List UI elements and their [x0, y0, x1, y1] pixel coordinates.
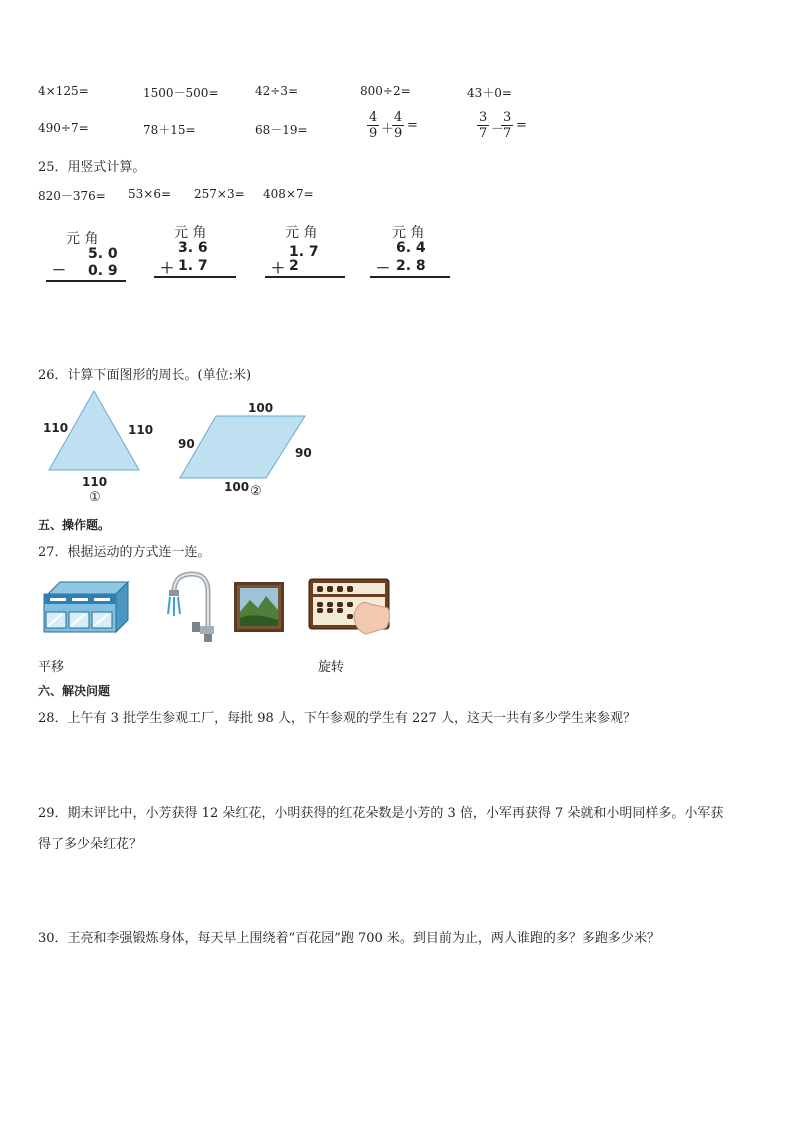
oral-item: 1500－500=	[143, 86, 219, 100]
question-28: 28．上午有 3 批学生参观工厂，每批 98 人，下午参观的学生有 227 人，这天一共有多少学生来参观？	[38, 711, 636, 726]
operator: ＋	[271, 261, 285, 277]
yuan-jiao-header: 元 角	[174, 225, 207, 241]
top-number: 5. 0	[88, 246, 118, 262]
vertical-expr: 820－376=	[38, 189, 106, 203]
operator: ＋	[381, 122, 395, 137]
sum-line	[46, 280, 126, 282]
parallelogram-shape	[180, 416, 305, 478]
question-27-title: 27．根据运动的方式连一连。	[38, 545, 211, 560]
fraction	[501, 110, 513, 141]
bottom-number: 1. 7	[178, 258, 208, 274]
numerator: 4	[369, 110, 378, 125]
drawer-cabinet-image	[42, 580, 130, 634]
denominator: 9	[369, 126, 378, 141]
oral-item: 490÷7=	[38, 121, 89, 135]
fraction	[367, 110, 379, 141]
top-number: 3. 6	[178, 240, 208, 256]
vertical-problem	[370, 222, 452, 282]
vertical-problem	[265, 222, 347, 282]
denominator: 7	[503, 126, 512, 141]
parallelogram-right-label: 90	[295, 446, 312, 460]
vertical-expr: 408×7=	[263, 187, 314, 201]
vertical-expr: 257×3=	[194, 187, 245, 201]
section-6-heading: 六、解决问题	[38, 684, 111, 698]
vertical-problem	[154, 222, 238, 282]
equals: =	[407, 118, 418, 133]
question-25-title: 25．用竖式计算。	[38, 160, 146, 175]
operator: －	[491, 122, 505, 137]
figure-mark-2: ②	[250, 484, 262, 499]
denominator: 7	[479, 126, 488, 141]
numerator: 4	[394, 110, 403, 125]
yuan-jiao-header: 元 角	[66, 231, 99, 247]
sum-line	[154, 276, 236, 278]
parallelogram-top-label: 100	[248, 401, 274, 415]
sum-line	[370, 276, 450, 278]
operator: －	[376, 261, 390, 277]
label-translation: 平移	[38, 660, 65, 675]
fraction	[477, 110, 489, 141]
equals: =	[516, 118, 527, 133]
figure-mark-1: ①	[89, 490, 101, 505]
oral-item: 42÷3=	[255, 84, 299, 98]
question-29-line2: 得了多少朵红花？	[38, 837, 143, 852]
parallelogram-bottom-label: 100	[224, 480, 250, 494]
fraction	[392, 110, 404, 141]
bottom-number: 2. 8	[396, 258, 426, 274]
top-number: 1. 7	[289, 244, 319, 260]
faucet-image	[164, 570, 216, 644]
yuan-jiao-header: 元 角	[285, 225, 318, 241]
vertical-problem	[46, 228, 128, 288]
oral-item: 68－19=	[255, 123, 308, 137]
sum-line	[265, 276, 345, 278]
question-26-title: 26．计算下面图形的周长。(单位:米)	[38, 368, 252, 383]
denominator: 9	[394, 126, 403, 141]
framed-landscape-image	[234, 582, 284, 632]
numerator: 3	[503, 110, 512, 125]
operator: ＋	[160, 261, 174, 277]
oral-item: 800÷2=	[360, 84, 411, 98]
bottom-number: 0. 9	[88, 263, 118, 279]
parallelogram-left-label: 90	[178, 437, 195, 451]
yuan-jiao-header: 元 角	[392, 225, 425, 241]
oral-item: 78＋15=	[143, 123, 196, 137]
operator: －	[52, 263, 66, 279]
vertical-expr: 53×6=	[128, 187, 172, 201]
triangle-left-label: 110	[43, 421, 69, 435]
triangle-bottom-label: 110	[82, 475, 108, 489]
bottom-number: 2	[289, 258, 299, 274]
section-5-heading: 五、操作题。	[38, 518, 111, 532]
question-29-line1: 29．期末评比中，小芳获得 12 朵红花，小明获得的红花朵数是小芳的 3 倍，小军再获得 7 朵就和小明同样多。小军获	[38, 806, 724, 821]
oral-item: 4×125=	[38, 84, 89, 98]
abacus-image	[308, 578, 392, 636]
top-number: 6. 4	[396, 240, 426, 256]
label-rotation: 旋转	[318, 660, 345, 675]
oral-item: 43＋0=	[467, 86, 512, 100]
question-30: 30．王亮和李强锻炼身体，每天早上围绕着“百花园”跑 700 米。到目前为止，两人谁跑的多？多跑多少米？	[38, 931, 660, 946]
numerator: 3	[479, 110, 488, 125]
triangle-right-label: 110	[128, 423, 154, 437]
